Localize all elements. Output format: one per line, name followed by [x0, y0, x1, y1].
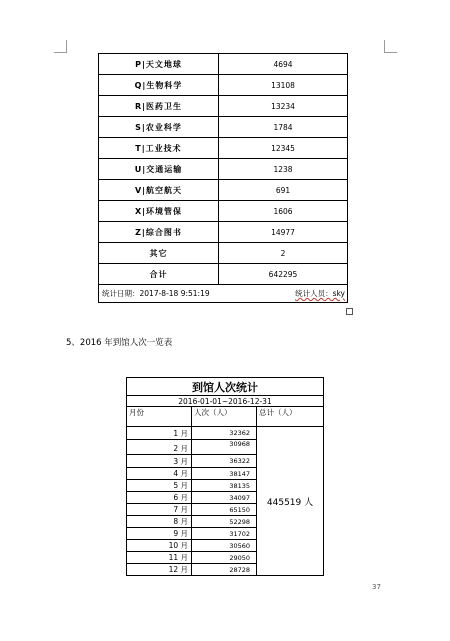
visits-cell: 30560: [192, 540, 257, 552]
category-cell: 合计: [99, 264, 219, 285]
visits-range-row: [127, 396, 324, 407]
month-cell: 9 月: [127, 528, 192, 540]
month-cell: 11 月: [127, 552, 192, 564]
table-row: [99, 243, 348, 264]
visits-cell: 31702: [192, 528, 257, 540]
visits-header-row: [127, 407, 324, 427]
table-row: [99, 117, 348, 138]
month-cell: 2 月: [127, 440, 192, 455]
section-title: 5、2016 年到馆人次一览表: [66, 338, 173, 348]
table-resize-handle[interactable]: [346, 308, 353, 315]
month-cell: 5 月: [127, 480, 192, 492]
count-cell: 642295: [219, 264, 348, 285]
table-row: [99, 159, 348, 180]
month-cell: 1 月: [127, 427, 192, 440]
table-row: [99, 96, 348, 117]
month-cell: 4 月: [127, 468, 192, 480]
category-cell: P|天文地球: [99, 54, 219, 75]
table-row: [99, 222, 348, 243]
month-cell: 6 月: [127, 492, 192, 504]
month-cell: 3 月: [127, 455, 192, 468]
visits-cell: 65150: [192, 504, 257, 516]
category-cell: 其它: [99, 243, 219, 264]
classification-table: [98, 53, 348, 303]
table-row: [99, 180, 348, 201]
category-cell: X|环境管保: [99, 201, 219, 222]
visits-title-row: [127, 378, 324, 396]
count-cell: 1238: [219, 159, 348, 180]
month-cell: 10 月: [127, 540, 192, 552]
count-cell: 14977: [219, 222, 348, 243]
count-cell: 12345: [219, 138, 348, 159]
col-header-visits: 人次（人）: [192, 407, 257, 427]
stat-user: 统计人员：sky: [295, 289, 345, 298]
table-footer-row: [99, 285, 348, 303]
visits-total: 445519 人: [257, 427, 324, 576]
visits-date-range: 2016-01-01~2016-12-31: [127, 396, 324, 407]
category-cell: U|交通运输: [99, 159, 219, 180]
visits-table: [126, 377, 324, 576]
visits-cell: 34097: [192, 492, 257, 504]
visits-cell: 36322: [192, 455, 257, 468]
count-cell: 4694: [219, 54, 348, 75]
col-header-month: 月份: [127, 407, 192, 427]
table-row: [99, 201, 348, 222]
table-row: [99, 54, 348, 75]
visits-row: [127, 427, 324, 440]
month-cell: 12 月: [127, 564, 192, 576]
visits-cell: 38135: [192, 480, 257, 492]
count-cell: 2: [219, 243, 348, 264]
table-row: [99, 264, 348, 285]
count-cell: 1606: [219, 201, 348, 222]
count-cell: 13234: [219, 96, 348, 117]
visits-cell: 38147: [192, 468, 257, 480]
crop-mark-top-left: [54, 40, 67, 53]
stat-date: 统计日期：2017-8-18 9:51:19: [102, 289, 210, 298]
month-cell: 7 月: [127, 504, 192, 516]
visits-cell: 28728: [192, 564, 257, 576]
visits-cell: 32362: [192, 427, 257, 440]
table-row: [99, 138, 348, 159]
count-cell: 1784: [219, 117, 348, 138]
stat-info-cell: [99, 285, 348, 303]
category-cell: V|航空航天: [99, 180, 219, 201]
visits-table-title: 到馆人次统计: [127, 378, 324, 396]
category-cell: Q|生物科学: [99, 75, 219, 96]
visits-cell: 29050: [192, 552, 257, 564]
month-cell: 8 月: [127, 516, 192, 528]
category-cell: R|医药卫生: [99, 96, 219, 117]
page-number: 37: [372, 583, 381, 591]
visits-cell: 52298: [192, 516, 257, 528]
category-cell: Z|综合图书: [99, 222, 219, 243]
crop-mark-top-right: [384, 40, 397, 53]
col-header-total: 总计（人）: [257, 407, 324, 427]
table-row: [99, 75, 348, 96]
visits-cell: 30968: [192, 440, 257, 455]
category-cell: T|工业技术: [99, 138, 219, 159]
count-cell: 13108: [219, 75, 348, 96]
category-cell: S|农业科学: [99, 117, 219, 138]
count-cell: 691: [219, 180, 348, 201]
